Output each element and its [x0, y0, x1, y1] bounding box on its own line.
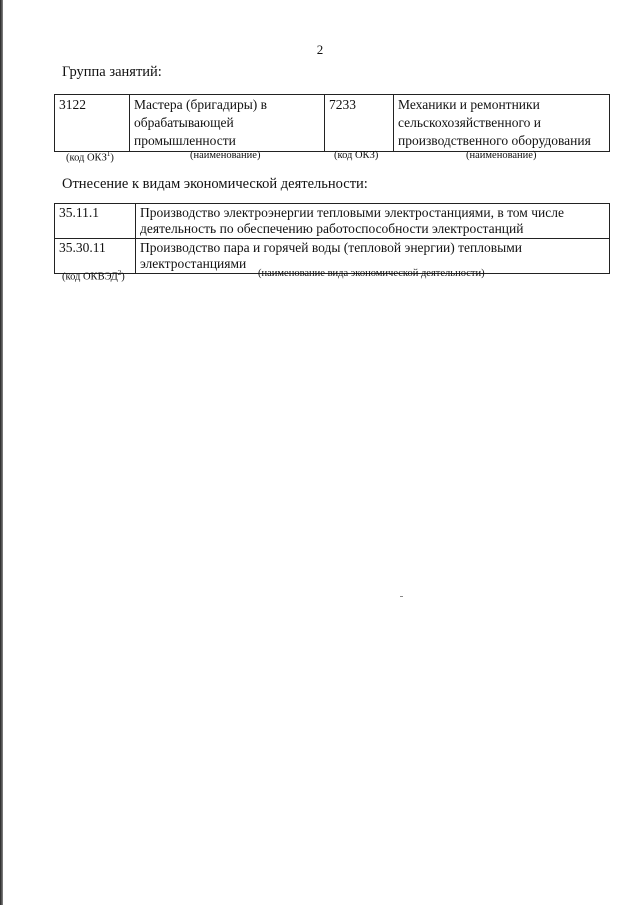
- okved-code-cell: 35.30.11: [55, 239, 136, 274]
- caption-name: (наименование): [190, 150, 261, 161]
- caption-name2: (наименование): [466, 150, 537, 161]
- occupation-group-heading: Группа занятий:: [62, 64, 162, 80]
- table-row: [55, 95, 610, 152]
- footnote-marker: 1: [106, 150, 111, 158]
- okz-name-cell: Мастера (бригадиры) в обрабатывающей промышленности: [130, 95, 325, 152]
- scan-edge: [0, 0, 3, 905]
- okved-name-cell: Производство пара и горячей воды (тепловой энергии) тепловыми электростанциями: [136, 239, 610, 274]
- okved-code-cell: 35.11.1: [55, 204, 136, 239]
- okz-code-cell: 3122: [55, 95, 130, 152]
- occupation-group-table: [54, 94, 610, 152]
- okved-name-cell: Производство электроэнергии тепловыми электростанциями, в том числе деятельность по обеспечению работоспособности электростанций: [136, 204, 610, 239]
- okz-code2-cell: 7233: [325, 95, 394, 152]
- caption-code-okz2: (код ОКЗ): [334, 150, 379, 161]
- caption-code-okz: (код ОКЗ$^1$): [66, 150, 114, 164]
- footnote-marker: 2: [117, 269, 122, 277]
- scan-speck: [400, 596, 403, 597]
- economic-activity-heading: Отнесение к видам экономической деятельности:: [62, 176, 368, 192]
- caption-activity-name: (наименование вида экономической деятельности): [258, 268, 485, 279]
- table-row: [55, 204, 610, 239]
- economic-activity-table: [54, 203, 610, 274]
- page-number: 2: [316, 42, 324, 57]
- okz-name2-cell: Механики и ремонтники сельскохозяйственного и производственного оборудования: [394, 95, 610, 152]
- caption-code-okved: (код ОКВЭД$^2$): [62, 269, 125, 283]
